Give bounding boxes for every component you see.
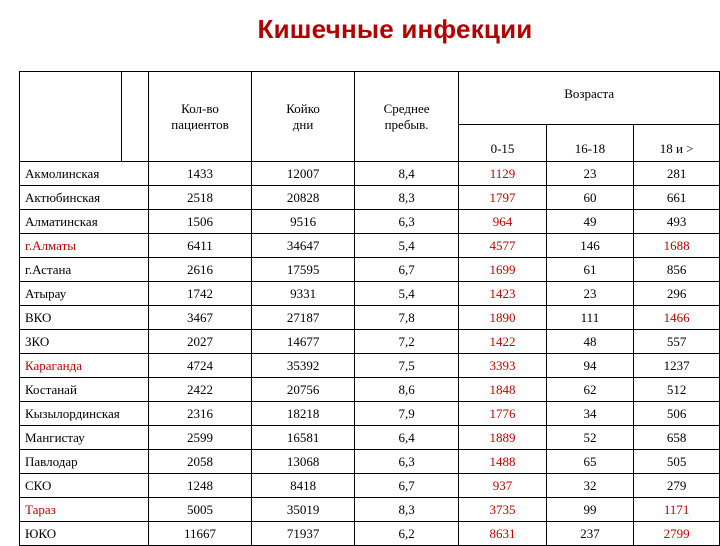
table-row — [20, 258, 720, 282]
table-row — [20, 186, 720, 210]
count-cell: 5005 — [148, 498, 252, 522]
age-0-15-cell: 3393 — [459, 354, 546, 378]
avg-stay-cell: 7,5 — [354, 354, 459, 378]
region-cell: г.Алматы — [20, 234, 149, 258]
age-18-plus-cell: 512 — [634, 378, 720, 402]
region-cell: ВКО — [20, 306, 149, 330]
table-row — [20, 306, 720, 330]
avg-stay-cell: 7,9 — [354, 402, 459, 426]
header-age-0-15: 0-15 — [459, 125, 546, 162]
age-0-15-cell: 1890 — [459, 306, 546, 330]
age-18-plus-cell: 658 — [634, 426, 720, 450]
age-0-15-cell: 1797 — [459, 186, 546, 210]
age-16-18-cell: 34 — [546, 402, 634, 426]
bed-days-cell: 12007 — [252, 162, 354, 186]
age-0-15-cell: 1129 — [459, 162, 546, 186]
region-cell: Караганда — [20, 354, 149, 378]
age-16-18-cell: 94 — [546, 354, 634, 378]
header-blank-narrow — [122, 72, 149, 162]
age-18-plus-cell: 856 — [634, 258, 720, 282]
bed-days-cell: 35019 — [252, 498, 354, 522]
table-row — [20, 282, 720, 306]
avg-stay-cell: 8,4 — [354, 162, 459, 186]
age-18-plus-cell: 1237 — [634, 354, 720, 378]
table-row — [20, 498, 720, 522]
age-18-plus-cell: 1688 — [634, 234, 720, 258]
count-cell: 1742 — [148, 282, 252, 306]
age-18-plus-cell: 1466 — [634, 306, 720, 330]
region-cell: Актюбинская — [20, 186, 149, 210]
region-cell: Алматинская — [20, 210, 149, 234]
count-cell: 2027 — [148, 330, 252, 354]
age-0-15-cell: 1422 — [459, 330, 546, 354]
bed-days-cell: 8418 — [252, 474, 354, 498]
bed-days-cell: 35392 — [252, 354, 354, 378]
age-16-18-cell: 146 — [546, 234, 634, 258]
count-cell: 2518 — [148, 186, 252, 210]
avg-stay-cell: 7,2 — [354, 330, 459, 354]
infections-table — [19, 71, 720, 546]
bed-days-cell: 14677 — [252, 330, 354, 354]
header-avg-stay: Среднее пребыв. — [354, 72, 459, 162]
header-count: Кол-во пациентов — [148, 72, 252, 162]
avg-stay-cell: 6,4 — [354, 426, 459, 450]
age-0-15-cell: 1776 — [459, 402, 546, 426]
count-cell: 1433 — [148, 162, 252, 186]
header-ages: Возраста — [459, 72, 720, 125]
count-cell: 2599 — [148, 426, 252, 450]
region-cell: Павлодар — [20, 450, 149, 474]
count-cell: 6411 — [148, 234, 252, 258]
bed-days-cell: 27187 — [252, 306, 354, 330]
age-0-15-cell: 4577 — [459, 234, 546, 258]
region-cell: Тараз — [20, 498, 149, 522]
age-16-18-cell: 32 — [546, 474, 634, 498]
bed-days-cell: 9331 — [252, 282, 354, 306]
age-18-plus-cell: 557 — [634, 330, 720, 354]
avg-stay-cell: 8,3 — [354, 186, 459, 210]
age-18-plus-cell: 1171 — [634, 498, 720, 522]
table-row — [20, 210, 720, 234]
avg-stay-cell: 8,6 — [354, 378, 459, 402]
age-18-plus-cell: 506 — [634, 402, 720, 426]
avg-stay-cell: 7,8 — [354, 306, 459, 330]
age-16-18-cell: 111 — [546, 306, 634, 330]
age-16-18-cell: 60 — [546, 186, 634, 210]
table-row — [20, 234, 720, 258]
page-title: Кишечные инфекции — [257, 14, 533, 44]
avg-stay-cell: 6,7 — [354, 474, 459, 498]
age-0-15-cell: 1848 — [459, 378, 546, 402]
age-16-18-cell: 61 — [546, 258, 634, 282]
table-row — [20, 474, 720, 498]
region-cell: Кызылординская — [20, 402, 149, 426]
region-cell: г.Астана — [20, 258, 149, 282]
age-0-15-cell: 1699 — [459, 258, 546, 282]
age-0-15-cell: 1488 — [459, 450, 546, 474]
bed-days-cell: 9516 — [252, 210, 354, 234]
count-cell: 1506 — [148, 210, 252, 234]
age-18-plus-cell: 296 — [634, 282, 720, 306]
bed-days-cell: 20828 — [252, 186, 354, 210]
table-row — [20, 522, 720, 546]
age-16-18-cell: 48 — [546, 330, 634, 354]
count-cell: 11667 — [148, 522, 252, 546]
bed-days-cell: 34647 — [252, 234, 354, 258]
age-16-18-cell: 65 — [546, 450, 634, 474]
region-cell: Костанай — [20, 378, 149, 402]
count-cell: 4724 — [148, 354, 252, 378]
age-18-plus-cell: 493 — [634, 210, 720, 234]
avg-stay-cell: 5,4 — [354, 282, 459, 306]
table-row — [20, 402, 720, 426]
region-cell: Атырау — [20, 282, 149, 306]
avg-stay-cell: 6,7 — [354, 258, 459, 282]
bed-days-cell: 13068 — [252, 450, 354, 474]
table-row — [20, 354, 720, 378]
table-row — [20, 378, 720, 402]
age-16-18-cell: 49 — [546, 210, 634, 234]
bed-days-cell: 17595 — [252, 258, 354, 282]
region-cell: СКО — [20, 474, 149, 498]
avg-stay-cell: 8,3 — [354, 498, 459, 522]
bed-days-cell: 18218 — [252, 402, 354, 426]
table-row — [20, 426, 720, 450]
age-16-18-cell: 237 — [546, 522, 634, 546]
table-row — [20, 450, 720, 474]
header-bed-days: Койко дни — [252, 72, 354, 162]
count-cell: 1248 — [148, 474, 252, 498]
table-body — [20, 162, 720, 546]
avg-stay-cell: 6,3 — [354, 450, 459, 474]
region-cell: ЮКО — [20, 522, 149, 546]
count-cell: 2058 — [148, 450, 252, 474]
table-row — [20, 330, 720, 354]
age-0-15-cell: 937 — [459, 474, 546, 498]
count-cell: 3467 — [148, 306, 252, 330]
age-16-18-cell: 99 — [546, 498, 634, 522]
count-cell: 2316 — [148, 402, 252, 426]
age-0-15-cell: 964 — [459, 210, 546, 234]
bed-days-cell: 20756 — [252, 378, 354, 402]
count-cell: 2422 — [148, 378, 252, 402]
age-0-15-cell: 1423 — [459, 282, 546, 306]
age-18-plus-cell: 661 — [634, 186, 720, 210]
age-0-15-cell: 1889 — [459, 426, 546, 450]
bed-days-cell: 71937 — [252, 522, 354, 546]
header-age-16-18: 16-18 — [546, 125, 634, 162]
age-16-18-cell: 62 — [546, 378, 634, 402]
count-cell: 2616 — [148, 258, 252, 282]
age-0-15-cell: 8631 — [459, 522, 546, 546]
age-0-15-cell: 3735 — [459, 498, 546, 522]
header-age-18-plus: 18 и > — [634, 125, 720, 162]
region-cell: ЗКО — [20, 330, 149, 354]
age-18-plus-cell: 279 — [634, 474, 720, 498]
region-cell: Мангистау — [20, 426, 149, 450]
header-blank — [20, 72, 122, 162]
age-18-plus-cell: 281 — [634, 162, 720, 186]
avg-stay-cell: 5,4 — [354, 234, 459, 258]
region-cell: Акмолинская — [20, 162, 149, 186]
age-16-18-cell: 23 — [546, 282, 634, 306]
age-18-plus-cell: 505 — [634, 450, 720, 474]
avg-stay-cell: 6,2 — [354, 522, 459, 546]
table-row — [20, 162, 720, 186]
age-16-18-cell: 23 — [546, 162, 634, 186]
avg-stay-cell: 6,3 — [354, 210, 459, 234]
bed-days-cell: 16581 — [252, 426, 354, 450]
age-16-18-cell: 52 — [546, 426, 634, 450]
age-18-plus-cell: 2799 — [634, 522, 720, 546]
